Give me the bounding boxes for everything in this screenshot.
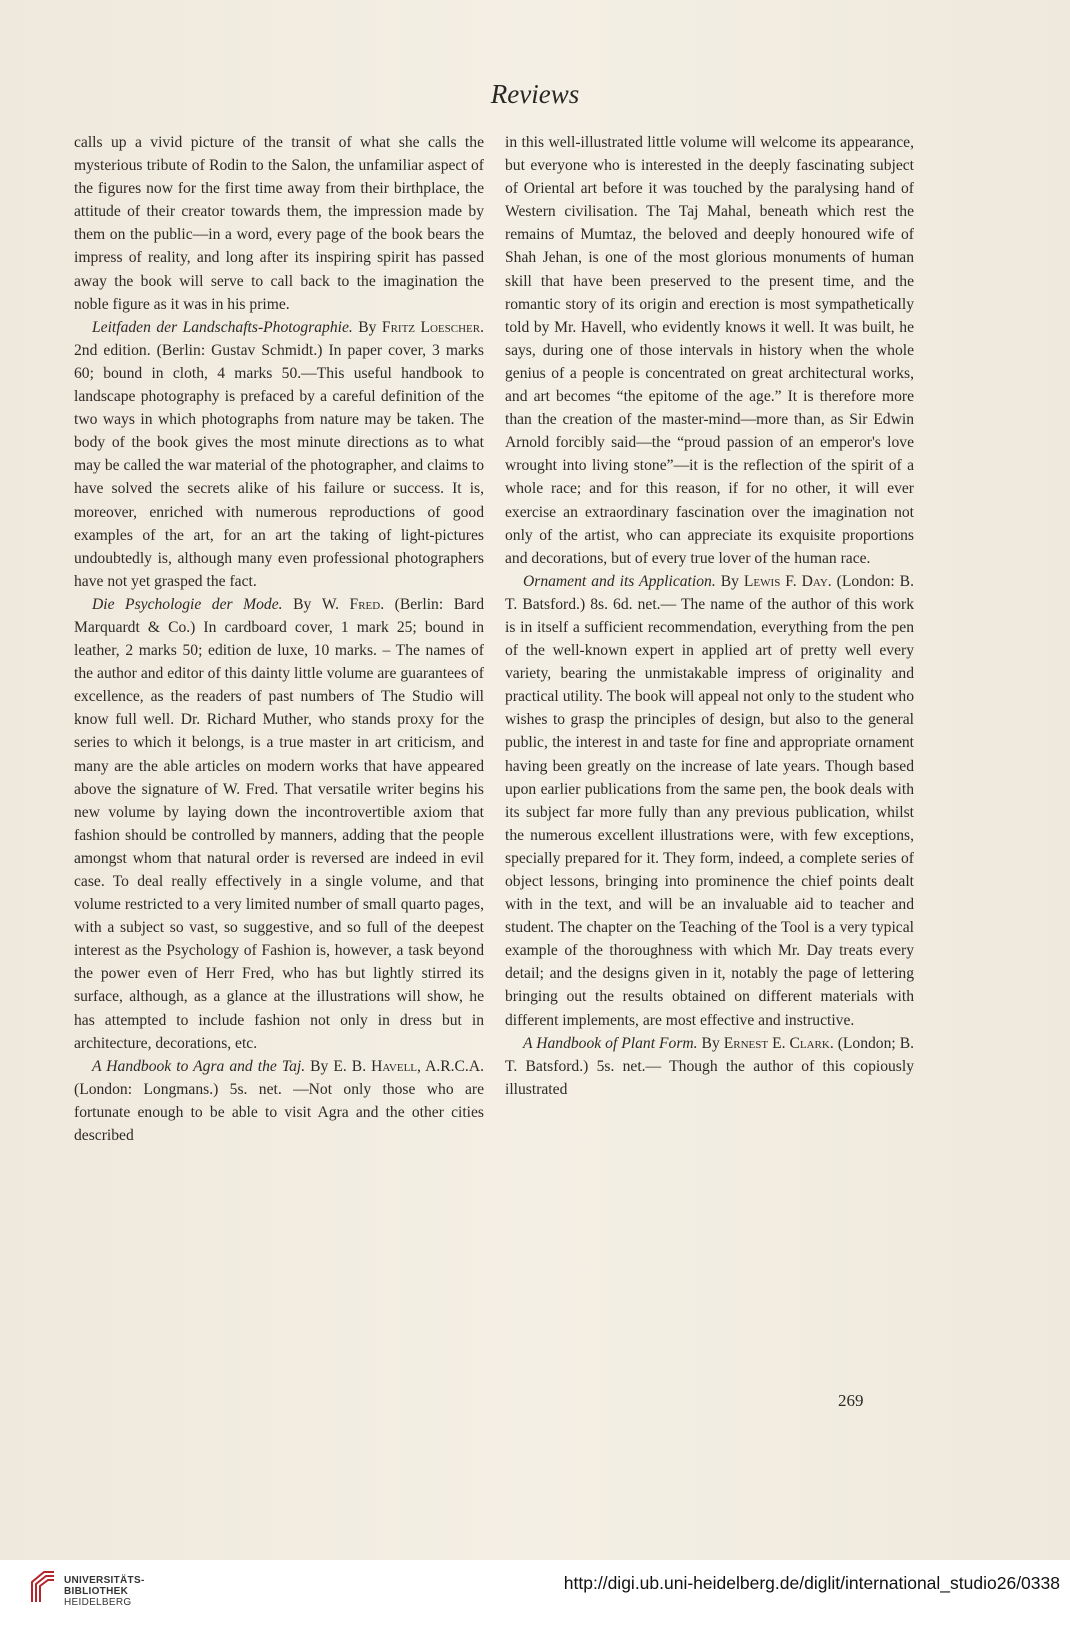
byline: By (282, 595, 322, 613)
review-paragraph (505, 1032, 914, 1101)
book-title: Ornament and its Application. (523, 572, 716, 590)
review-text: in this well-illustrated little volume will welcome its appearance, but everyone who is interested in the deeply fascinating subject of Oriental art before it was touched by the paralysing hand of Western civilisation. The Taj Mahal, beneath which rest the remains of Mumtaz, the beloved and deeply honoured wife of Shah Jehan, is one of the most glorious monuments of human skill that have been preserved to the present time, and the romantic story of its origin and erection is most sympathetically told by Mr. Havell, who evidently knows it well. It was built, he says, during one of those intervals in history when the whole genius of a people is concentrated on great architectural works, and art becomes “the epitome of the age.” It is therefore more than the creation of the master-mind—more than, as Sir Edwin Arnold forcibly said—the “proud passion of an emperor's love wrought into living stone”—it is the reflection of the spirit of a whole race; and for this reason, if for no other, it will ever exercise an extraordinary fascination over the imagination not only of the artist, who can appreciate its exquisite proportions and decorations, but of every true lover of the human race. (505, 134, 914, 567)
review-text: . 2nd edition. (Berlin: Gustav Schmidt.) In paper cover, 3 marks 60; bound in cloth, 4 marks 50.—This useful handbook to landscape photography is prefaced by a careful definition of the two ways in which photographs from nature may be taken. The body of the book gives the most minute directions as to what may be called the war material of the photographer, and claims to have solved the secrets alike of his failure or success. It is, moreover, enriched with numerous reproductions of good examples of the art, for an art the taking of light-pictures undoubtedly is, although many even professional photographers have not yet grasped the fact. (74, 318, 485, 590)
review-paragraph (74, 131, 484, 316)
library-logo-text (64, 1575, 145, 1608)
book-author: Lewis F. Day (743, 572, 828, 590)
left-column (74, 131, 484, 1147)
review-paragraph (505, 570, 914, 1032)
book-title: A Handbook to Agra and the Taj. (92, 1057, 306, 1075)
review-text: . (London; B. T. Batsford.) 5s. net.— Though the author of this copiously illustrated (505, 1034, 915, 1098)
library-logo-icon (28, 1568, 58, 1604)
running-title: Reviews (490, 79, 580, 109)
book-author: W. Fred (321, 595, 381, 613)
right-column (505, 131, 914, 1101)
page-number: 269 (838, 1391, 864, 1410)
logo-line-2: BIBLIOTHEK (64, 1586, 129, 1597)
book-title: Die Psychologie der Mode. (92, 595, 283, 613)
book-author: Fritz Loescher (381, 318, 481, 336)
byline: By (352, 318, 382, 336)
logo-line-1: UNIVERSITÄTS- (64, 1575, 145, 1586)
review-text: . (Berlin: Bard Marquardt & Co.) In cardboard cover, 1 mark 25; bound in leather, 2 marks 50; edition de luxe, 10 marks. – The names of the author and editor of this dainty little volume are guarantees of excellence, as the readers of past numbers of The Studio will know full well. Dr. Richard Muther, who stands proxy for the series to which it belongs, is a true master in art criticism, and many are the able articles on modern works that have appeared above the signature of W. Fred. That versatile writer begins his new volume by laying down the incontrovertible axiom that fashion should be controlled by manners, adding that the people amongst whom that natural order is reversed are indeed in evil case. To deal really effectively in a single volume, and that volume restricted to a very limited number of small quarto pages, with a subject so vast, so suggestive, and so full of the deepest interest as the Psychology of Fashion is, however, a task beyond the power even of Herr Fred, who has but lightly stirred its surface, although, as a glance at the illustrations will show, he has attempted to include fashion not only in dress but in architecture, decorations, etc. (74, 595, 485, 1052)
review-paragraph (74, 1055, 484, 1147)
book-title: Leitfaden der Landschafts-Photographie. (92, 318, 353, 336)
book-author: Ernest E. Clark (723, 1034, 830, 1052)
logo-line-3: HEIDELBERG (64, 1597, 132, 1608)
source-url-link[interactable]: http://digi.ub.uni-heidelberg.de/diglit/international_studio26/0338 (563, 1573, 1060, 1593)
byline: By (305, 1057, 334, 1075)
review-paragraph (74, 316, 484, 593)
review-text: . (London: B. T. Batsford.) 8s. 6d. net.— The name of the author of this work is in itself a sufficient recommendation, everything from the pen of the well-known expert in applied art of pretty well every variety, bearing the unmistakable impress of originality and practical utility. The book will appeal not only to the student who wishes to grasp the principles of design, but also to the general public, the interest in and taste for fine and appropriate ornament having been greatly on the increase of late years. Though based upon earlier publications from the same pen, the book deals with its subject far more fully than any previous publication, whilst the numerous excellent illustrations were, with few exceptions, specially prepared for it. They form, indeed, a complete series of object lessons, bringing into prominence the chief points dealt with in the text, and will be an invaluable aid to teacher and student. The chapter on the Teaching of the Tool is a very typical example of the thoroughness with which Mr. Day treats every detail; and the designs given in it, notably the page of lettering bringing out the results obtained on different materials with different implements, are most effective and instructive. (505, 572, 914, 1029)
review-text: , A.R.C.A. (London: Longmans.) 5s. net. —Not only those who are fortunate enough to be able to visit Agra and the other cities described (74, 1057, 484, 1145)
review-text: calls up a vivid picture of the transit of what she calls the mysterious tribute of Rodin to the Salon, the unfamiliar aspect of the figures now for the first time away from their birthplace, the attitude of their creator towards them, the impression made by them on the public—in a word, every page of the book bears the impress of reality, and long after its inspiring spirit has passed away the book will serve to call back to the imagination the noble figure as it was in his prime. (74, 134, 484, 313)
review-paragraph (505, 131, 914, 570)
footer-bar (0, 1560, 1070, 1641)
book-author: E. B. Havell (333, 1057, 418, 1075)
byline: By (697, 1034, 724, 1052)
review-paragraph (74, 593, 484, 1055)
byline: By (715, 572, 744, 590)
book-title: A Handbook of Plant Form. (523, 1034, 698, 1052)
